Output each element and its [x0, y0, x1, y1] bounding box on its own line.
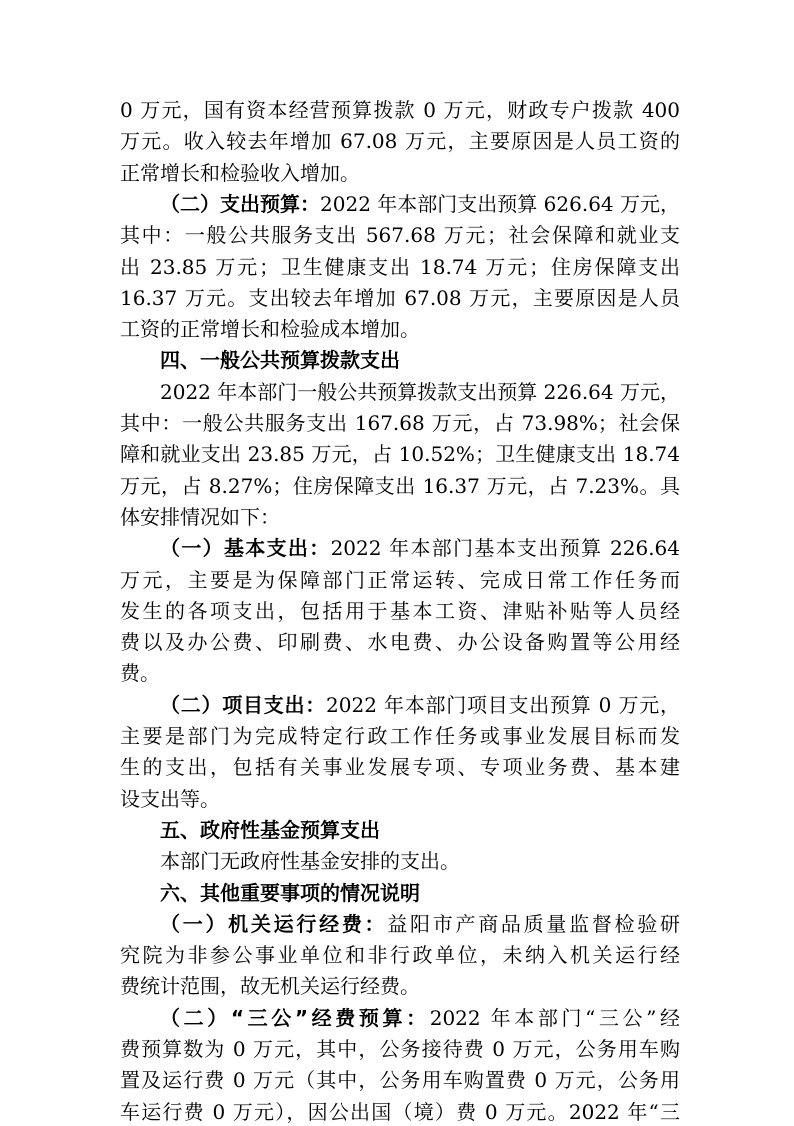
paragraph-line: 万元，主要是为保障部门正常运转、完成日常工作任务而	[120, 568, 680, 592]
paragraph-text: 2022 年本部门“三公”经	[429, 1006, 680, 1030]
section-heading-line	[160, 816, 720, 844]
subheading: （二）项目支出：	[160, 693, 327, 717]
paragraph-line: 置及运行费 0 万元（其中，公务用车购置费 0 万元，公务用	[120, 1068, 680, 1092]
section-heading: 四、一般公共预算拨款支出	[160, 348, 400, 372]
section-heading-line	[160, 879, 720, 907]
paragraph-line: 费预算数为 0 万元，其中，公务接待费 0 万元，公务用车购	[120, 1037, 680, 1061]
subheading: （一）基本支出：	[160, 536, 331, 560]
section-heading-line	[160, 346, 720, 374]
subheading: （一）机关运行经费：	[160, 912, 388, 936]
paragraph-line: 障和就业支出 23.85 万元，占 10.52%；卫生健康支出 18.74	[120, 442, 680, 466]
paragraph-line	[160, 1004, 680, 1032]
paragraph-line	[160, 691, 680, 719]
paragraph-line: 正常增长和检验收入增加。	[120, 161, 360, 185]
section-heading: 六、其他重要事项的情况说明	[160, 881, 420, 905]
paragraph-line: 车运行费 0 万元），因公出国（境）费 0 万元。2022 年“三	[120, 1100, 680, 1124]
paragraph-line: 工资的正常增长和检验成本增加。	[120, 317, 420, 341]
paragraph-line: 16.37 万元。支出较去年增加 67.08 万元，主要原因是人员	[120, 286, 680, 310]
paragraph-line: 万元，占 8.27%；住房保障支出 16.37 万元，占 7.23%。具	[120, 474, 680, 498]
paragraph-line: 费。	[120, 661, 160, 685]
paragraph-line: 生的支出，包括有关事业发展专项、专项业务费、基本建	[120, 755, 680, 779]
paragraph-line	[160, 534, 680, 562]
paragraph-line: 万元。收入较去年增加 67.08 万元，主要原因是人员工资的	[120, 129, 680, 153]
paragraph-line: 费以及办公费、印刷费、水电费、办公设备购置等公用经	[120, 630, 680, 654]
paragraph-line: 设支出等。	[120, 787, 220, 811]
paragraph-text: 2022 年本部门项目支出预算 0 万元，	[326, 693, 681, 717]
paragraph-line: 费统计范围，故无机关运行经费。	[120, 974, 420, 998]
paragraph-line: 发生的各项支出，包括用于基本工资、津贴补贴等人员经	[120, 599, 680, 623]
paragraph-text: 2022 年本部门支出预算 626.64 万元，	[320, 192, 681, 216]
subheading: （二）“三公”经费预算：	[160, 1006, 430, 1030]
paragraph-line: 主要是部门为完成特定行政工作任务或事业发展目标而发	[120, 724, 680, 748]
paragraph-line	[160, 190, 680, 218]
paragraph-line: 究院为非参公事业单位和非行政单位，未纳入机关运行经	[120, 943, 680, 967]
paragraph-text: 2022 年本部门基本支出预算 226.64	[330, 536, 680, 560]
paragraph-line: 其中：一般公共服务支出 167.68 万元，占 73.98%；社会保	[120, 411, 680, 435]
paragraph-line	[160, 910, 680, 938]
paragraph-line: 本部门无政府性基金安排的支出。	[160, 849, 460, 873]
paragraph-text: 益阳市产商品质量监督检验研	[387, 912, 681, 936]
paragraph-line: 出 23.85 万元；卫生健康支出 18.74 万元；住房保障支出	[120, 255, 680, 279]
paragraph-line: 0 万元，国有资本经营预算拨款 0 万元，财政专户拨款 400	[120, 98, 680, 122]
paragraph-line: 其中：一般公共服务支出 567.68 万元；社会保障和就业支	[120, 223, 680, 247]
section-heading: 五、政府性基金预算支出	[160, 818, 380, 842]
paragraph-line: 体安排情况如下：	[120, 505, 280, 529]
subheading: （二）支出预算：	[160, 192, 321, 216]
paragraph-line: 2022 年本部门一般公共预算拨款支出预算 226.64 万元，	[160, 380, 680, 404]
